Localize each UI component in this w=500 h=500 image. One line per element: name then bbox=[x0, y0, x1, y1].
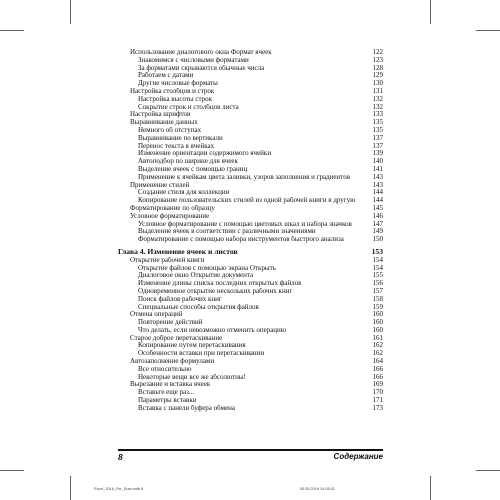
toc-entry bbox=[118, 182, 383, 190]
toc-entry-page: 158 bbox=[372, 294, 383, 303]
footer-rule bbox=[118, 449, 383, 451]
toc-entry bbox=[118, 272, 383, 280]
toc-entry bbox=[118, 366, 383, 374]
toc-entry bbox=[118, 72, 383, 80]
toc-entry-page: 162 bbox=[372, 341, 383, 350]
toc-entry bbox=[118, 374, 383, 382]
toc-entry bbox=[118, 236, 383, 244]
toc-entry-title: Выравнивание по вертикали bbox=[138, 134, 223, 142]
toc-entry bbox=[118, 319, 383, 327]
toc-entry-page: 132 bbox=[372, 94, 383, 103]
toc-entry-page: 143 bbox=[372, 172, 383, 181]
toc-entry-page: 150 bbox=[372, 235, 383, 244]
toc-entry bbox=[118, 389, 383, 397]
toc-entry-title: Специальные способы открытия файлов bbox=[138, 303, 259, 311]
toc-entry-title: Вставка с панели буфера обмена bbox=[138, 404, 236, 412]
toc-entry-page: 130 bbox=[372, 79, 383, 88]
toc-entry-page: 123 bbox=[372, 55, 383, 64]
toc-entry-page: 171 bbox=[372, 396, 383, 405]
toc-entry bbox=[118, 104, 383, 112]
toc-entry bbox=[118, 265, 383, 273]
toc-entry-title: Диалоговое окно Открытие документа bbox=[138, 272, 254, 280]
toc-entry bbox=[118, 119, 383, 127]
crop-mark bbox=[430, 0, 431, 24]
toc-entry-page: 137 bbox=[372, 133, 383, 142]
toc-entry-page: 140 bbox=[372, 157, 383, 166]
toc-entry-page: 154 bbox=[372, 255, 383, 264]
toc-entry-title: Изменение длины списка последних открытых файлов bbox=[138, 280, 302, 288]
toc-entry bbox=[118, 189, 383, 197]
toc-entry bbox=[118, 197, 383, 205]
print-slug-file: Excel_2016_For_Dum.indb 8 bbox=[94, 487, 144, 491]
toc-entry bbox=[118, 228, 383, 236]
toc-entry-page: 170 bbox=[372, 388, 383, 397]
toc-entry bbox=[118, 57, 383, 65]
toc-entry-page: 137 bbox=[372, 141, 383, 150]
toc-entry-title: Настройка шрифтов bbox=[130, 111, 191, 119]
toc-entry bbox=[118, 174, 383, 182]
toc-entry-page: 153 bbox=[371, 246, 383, 256]
crop-mark bbox=[0, 30, 24, 31]
toc-entry-title: Выделение ячеек с помощью границ bbox=[138, 165, 248, 173]
toc-entry bbox=[118, 405, 383, 413]
toc-entry bbox=[118, 65, 383, 73]
toc-entry-title: Работаем с датами bbox=[138, 72, 194, 80]
crop-mark bbox=[70, 476, 71, 500]
toc-entry-page: 147 bbox=[372, 219, 383, 228]
toc-entry-page: 161 bbox=[372, 333, 383, 342]
toc-entry-title: Копирование пользовательских стилей из одной рабочей книги в другую bbox=[138, 197, 356, 205]
toc-entry-title: Выравнивание данных bbox=[130, 119, 198, 127]
toc-entry-page: 166 bbox=[372, 364, 383, 373]
crop-mark bbox=[0, 470, 24, 471]
toc-entry-page: 141 bbox=[372, 164, 383, 173]
toc-entry-title: Отмена операций bbox=[130, 311, 183, 319]
toc-entry-page: 169 bbox=[372, 380, 383, 389]
toc-entry bbox=[118, 150, 383, 158]
toc-entry bbox=[118, 257, 383, 265]
toc-entry-page: 149 bbox=[372, 227, 383, 236]
toc-entry-title: Применение к ячейкам цвета заливки, узоров заполнения и градиентов bbox=[138, 173, 351, 181]
toc-entry bbox=[118, 166, 383, 174]
toc-entry-page: 154 bbox=[372, 263, 383, 272]
toc-entry-page: 157 bbox=[372, 286, 383, 295]
toc-entry-title: Создание стиля для коллекции bbox=[138, 189, 230, 197]
crop-mark bbox=[476, 470, 500, 471]
section-title: Содержание bbox=[333, 452, 383, 461]
crop-mark bbox=[430, 476, 431, 500]
toc-entry-title: Что делать, если невозможно отменить операцию bbox=[138, 326, 287, 334]
toc-entry bbox=[118, 205, 383, 213]
toc-entry bbox=[118, 127, 383, 135]
toc-entry-page: 135 bbox=[372, 125, 383, 134]
toc-entry-page: 162 bbox=[372, 349, 383, 358]
toc-entry-page: 132 bbox=[372, 102, 383, 111]
toc-entry-page: 145 bbox=[372, 203, 383, 212]
toc-entry-title: Условное форматирование bbox=[130, 212, 210, 220]
toc-entry bbox=[118, 88, 383, 96]
toc-entry bbox=[118, 280, 383, 288]
toc-entry-title: Старое доброе перетаскивание bbox=[130, 334, 223, 342]
toc-entry-title: Знакомимся с числовыми форматами bbox=[138, 56, 249, 64]
toc-entry bbox=[118, 327, 383, 335]
crop-mark bbox=[70, 0, 71, 24]
toc-entry bbox=[118, 296, 383, 304]
toc-entry bbox=[118, 213, 383, 221]
toc-entry bbox=[118, 381, 383, 389]
crop-mark bbox=[476, 30, 500, 31]
toc-entry-title: Поиск файлов рабочих книг bbox=[138, 295, 222, 303]
toc-entry bbox=[118, 111, 383, 119]
toc-entry-page: 135 bbox=[372, 118, 383, 127]
toc-entry-title: Открытие рабочей книги bbox=[130, 256, 205, 264]
toc-entry bbox=[118, 397, 383, 405]
toc-entry-page: 166 bbox=[372, 372, 383, 381]
toc-entry-title: Настройка высоты строк bbox=[138, 95, 212, 103]
toc-entry bbox=[118, 221, 383, 229]
toc-entry-title: Условное форматирование с помощью цветовых шкал и набора значков bbox=[138, 220, 352, 228]
toc-entry-title: Все относительно bbox=[138, 365, 192, 373]
toc-entry bbox=[118, 288, 383, 296]
toc-entry-title: Автозаполнение формулами bbox=[130, 358, 215, 366]
toc-entry-title: Особенности вставки при перетаскивании bbox=[138, 350, 265, 358]
toc-entry-page: 173 bbox=[372, 403, 383, 412]
toc-entry-title: Автоподбор по ширине для ячеек bbox=[138, 158, 238, 166]
toc-entry-page: 156 bbox=[372, 279, 383, 288]
toc-entry-title: Одновременное открытие нескольких рабочих книг bbox=[138, 287, 293, 295]
toc-entry-title: Форматирование с помощью набора инструментов быстрого анализа bbox=[138, 236, 344, 244]
toc-entry bbox=[118, 358, 383, 366]
toc-entry bbox=[118, 96, 383, 104]
toc-entry-title: Вставьте еще раз... bbox=[138, 389, 195, 397]
toc-entry-title: Копирование путем перетаскивания bbox=[138, 342, 246, 350]
toc-entry-page: 122 bbox=[372, 48, 383, 56]
toc-entry-page: 160 bbox=[372, 318, 383, 327]
toc-entry-title: Форматирование по образцу bbox=[130, 204, 215, 212]
toc-entry-title: Открытие файлов с помощью экрана Открыть bbox=[138, 264, 276, 272]
toc-entry bbox=[118, 342, 383, 350]
toc-entry-title: Параметры вставки bbox=[138, 397, 197, 405]
toc-entry-title: Глава 4. Изменение ячеек и листов bbox=[118, 247, 238, 256]
toc-entry bbox=[118, 143, 383, 151]
toc-entry-page: 139 bbox=[372, 149, 383, 158]
toc-entry-title: Некоторые вещи все же абсолютны! bbox=[138, 373, 246, 381]
toc-entry-title: Повторение действий bbox=[138, 319, 203, 327]
toc-chapter bbox=[118, 248, 383, 256]
toc-entry-title: Настройка столбцов и строк bbox=[130, 87, 215, 95]
toc-entry-title: Выделение ячеек в соответствии с различными значениями bbox=[138, 228, 316, 236]
toc-entry-title: Применение стилей bbox=[130, 181, 190, 189]
toc-entry-title: Использование диалогового окна Формат ячеек bbox=[130, 49, 272, 56]
toc-entry-title: За форматами скрываются обычные числа bbox=[138, 64, 265, 72]
toc-entry bbox=[118, 311, 383, 319]
toc-entry-page: 129 bbox=[372, 71, 383, 80]
toc-entry-title: Сокрытие строк и столбцов листа bbox=[138, 103, 239, 111]
toc-entry bbox=[118, 80, 383, 88]
toc-entry-title: Изменение ориентации содержимого ячейки bbox=[138, 150, 272, 158]
toc-entry-page: 144 bbox=[372, 188, 383, 197]
page-number: 8 bbox=[118, 452, 123, 462]
toc-entry bbox=[118, 49, 383, 57]
toc-entry-page: 160 bbox=[372, 310, 383, 319]
toc-entry-page: 146 bbox=[372, 211, 383, 220]
toc-entry-page: 159 bbox=[372, 302, 383, 311]
toc-entry-title: Немного об отступах bbox=[138, 126, 202, 134]
toc-entry-page: 144 bbox=[372, 196, 383, 205]
toc-entry bbox=[118, 350, 383, 358]
toc-entry-title: Другие числовые форматы bbox=[138, 80, 218, 88]
toc-entry-page: 143 bbox=[372, 180, 383, 189]
toc-entry bbox=[118, 158, 383, 166]
toc-entry bbox=[118, 304, 383, 312]
toc-entry-title: Перенос текста в ячейках bbox=[138, 142, 215, 150]
toc-entry bbox=[118, 335, 383, 343]
toc-entry-page: 155 bbox=[372, 271, 383, 280]
toc-entry-page: 128 bbox=[372, 63, 383, 72]
toc-entry-page: 164 bbox=[372, 357, 383, 366]
print-slug-date: 05.05.2016 14:05:01 bbox=[300, 487, 335, 491]
toc-entry-title: Вырезание и вставка ячеек bbox=[130, 381, 211, 389]
toc-entry bbox=[118, 135, 383, 143]
table-of-contents bbox=[118, 49, 383, 413]
toc-entry-page: 160 bbox=[372, 325, 383, 334]
toc-entry-page: 131 bbox=[372, 86, 383, 95]
toc-entry-page: 133 bbox=[372, 110, 383, 119]
